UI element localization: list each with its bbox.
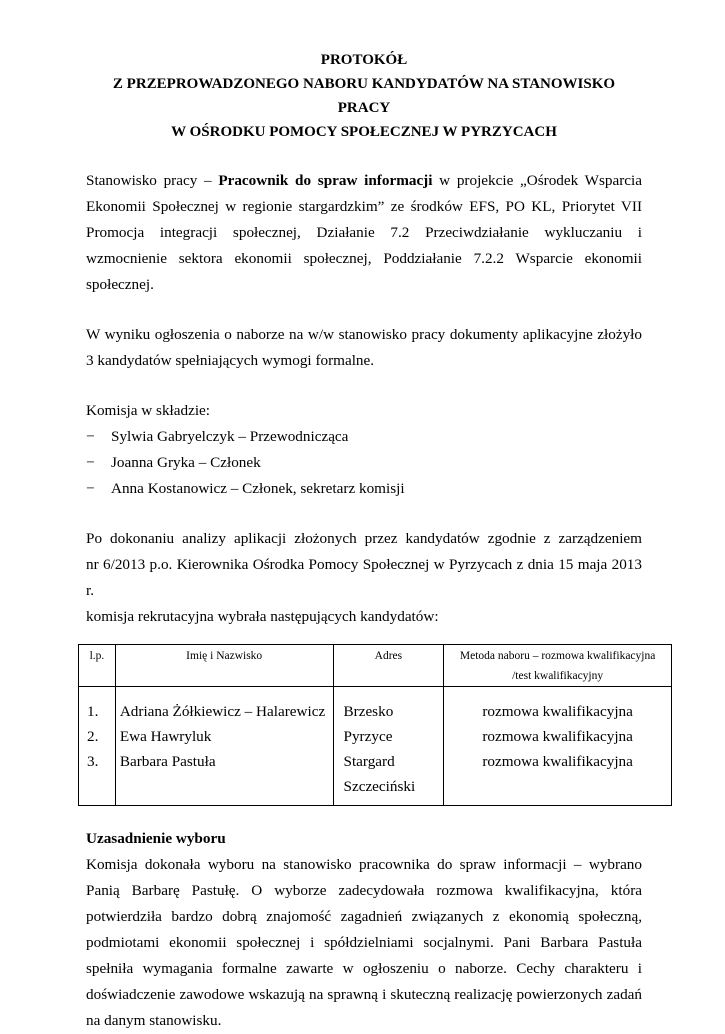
candidate-method: rozmowa kwalifikacyjna (482, 728, 633, 745)
analysis-line-1: Po dokonaniu analizy aplikacji złożonych przez kandydatów zgodnie z zarządzeniem (86, 530, 642, 547)
position-paragraph (86, 168, 642, 298)
candidate-method: rozmowa kwalifikacyjna (482, 703, 633, 720)
position-suffix: w projekcie „Ośrodek Wsparcia Ekonomii Społecznej w regionie stargardzkim” ze środków EFS, PO KL, Priorytet VII Promocja integracji społecznej, Działanie 7.2 Przeciwdziałanie wykluczaniu i wzmocnienie sektora ekonomii społecznej, Poddziałanie 7.2.2 Wsparcie ekonomii społecznej. (86, 172, 643, 293)
candidate-name: Adriana Żółkiewicz – Halarewicz (119, 703, 326, 720)
lp-value: 2. (87, 728, 99, 745)
analysis-line-3: komisja rekrutacyjna wybrała następujących kandydatów: (86, 608, 439, 625)
cell-address (333, 687, 444, 806)
candidate-address: Pyrzyce (343, 728, 393, 745)
member-text: Sylwia Gabryelczyk – Przewodnicząca (111, 428, 349, 445)
member-text: Anna Kostanowicz – Członek, sekretarz komisji (111, 480, 405, 497)
announcement-line-2: 3 kandydatów spełniających wymogi formalne. (86, 352, 375, 369)
header-method-line-1: Metoda naboru – rozmowa kwalifikacyjna (459, 650, 656, 662)
document-page (86, 48, 656, 1034)
lp-value: 1. (87, 703, 99, 720)
title-line-2: Z PRZEPROWADZONEGO NABORU KANDYDATÓW NA STANOWISKO PRACY (112, 76, 616, 116)
committee-heading: Komisja w składzie: (86, 402, 211, 419)
candidate-address: Stargard (343, 753, 395, 770)
header-lp: l.p. (79, 645, 116, 687)
candidates-table (78, 644, 672, 806)
justification-heading: Uzasadnienie wyboru (86, 830, 226, 847)
member-text: Joanna Gryka – Członek (111, 454, 261, 471)
header-method-line-2: /test kwalifikacyjny (512, 670, 604, 682)
candidate-method: rozmowa kwalifikacyjna (482, 753, 633, 770)
header-name: Imię i Nazwisko (115, 645, 333, 687)
table-header-row (79, 645, 672, 687)
analysis-line-2: nr 6/2013 p.o. Kierownika Ośrodka Pomocy Społecznej w Pyrzycach z dnia 15 maja 2013 r. (86, 556, 642, 599)
dash-bullet: − (86, 454, 95, 471)
candidate-name: Ewa Hawryluk (119, 728, 212, 745)
candidate-address-extra: Szczeciński (343, 778, 416, 795)
announcement-line-1: W wyniku ogłoszenia o naborze na w/w stanowisko pracy dokumenty aplikacyjne złożyło (86, 326, 642, 343)
header-address: Adres (333, 645, 444, 687)
title-line-1: PROTOKÓŁ (320, 52, 408, 68)
justification-text: Komisja dokonała wyboru na stanowisko pracownika do spraw informacji – wybrano Panią Barbarę Pastułę. O wyborze zadecydowała rozmowa kwalifikacyjna, która potwierdziła bardzo dobrą znajomość zagadnień związanych z ekonomią społeczną, podmiotami ekonomii społecznej i spółdzielniami socjalnymi. Pani Barbara Pastuła spełniła wymagania formalne zawarte w ogłoszeniu o naborze. Cechy charakteru i doświadczenie zawodowe wskazują na sprawną i skuteczną realizację powierzonych zadań na danym stanowisku. (86, 856, 642, 1029)
cell-method (444, 687, 672, 806)
position-job-title: Pracownik do spraw informacji (218, 172, 433, 189)
position-prefix: Stanowisko pracy – (86, 172, 219, 189)
committee-member (86, 450, 642, 476)
lp-value: 3. (87, 753, 99, 770)
committee-member (86, 476, 642, 502)
cell-name (115, 687, 333, 806)
committee-member (86, 424, 642, 450)
candidate-address: Brzesko (343, 703, 394, 720)
header-method (444, 645, 672, 687)
dash-bullet: − (86, 480, 95, 497)
table-row (79, 687, 672, 806)
dash-bullet: − (86, 428, 95, 445)
document-title (86, 48, 642, 144)
cell-lp (79, 687, 116, 806)
title-line-3: W OŚRODKU POMOCY SPOŁECZNEJ W PYRZYCACH (171, 124, 557, 140)
candidate-name: Barbara Pastuła (119, 753, 216, 770)
committee-members-list (86, 424, 642, 502)
